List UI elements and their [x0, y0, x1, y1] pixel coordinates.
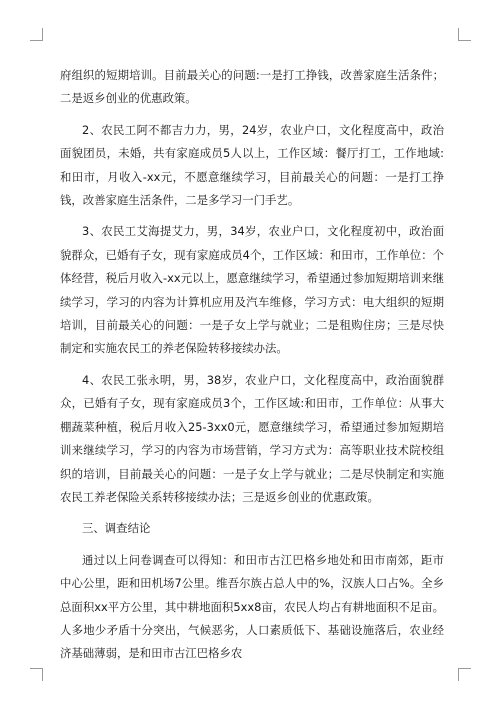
paragraph-case-2: 2、农民工阿不都吉力力，男，24岁，农业户口，文化程度高中，政治面貌团员，未婚，共有家庭成员5人以上，工作区域：餐厅打工，工作地域:和田市，月收入-xx元，不愿意继续学习，目前最关心的问题：一是打工挣钱，改善家庭生活条件，二是多学习一门手艺。 [60, 122, 444, 208]
crop-mark-top-left [30, 28, 43, 41]
document-body [60, 64, 444, 674]
crop-mark-top-right [458, 28, 471, 41]
paragraph-case-3: 3、农民工艾海提艾力，男，34岁，农业户口，文化程度初中，政治面貌群众，已婚有子女，现有家庭成员4个，工作区域：和田市，工作单位：个体经营，税后月收入-xx元以上，愿意继续学习，希望通过参加短期培训来继续学习，学习的内容为计算机应用及汽车维修，学习方式：电大组织的短期培训，目前最关心的问题：一是子女上学与就业；二是租购住房；三是尽快制定和实施农民工的养老保险转移接续办法。 [60, 224, 444, 356]
crop-mark-bottom-right [458, 668, 471, 681]
paragraph-continued: 府组织的短期培训。目前最关心的问题:一是打工挣钱，改善家庭生活条件；二是返乡创业的优惠政策。 [60, 68, 444, 106]
section-heading: 三、调查结论 [82, 521, 151, 536]
paragraph-case-4: 4、农民工张永明，男，38岁，农业户口，文化程度高中，政治面貌群众，已婚有子女，现有家庭成员3个，工作区域:和田市，工作单位：从事大棚蔬菜种植，税后月收入25-3xx0元，愿意继续学习，希望通过参加短期培训来继续学习，学习的内容为市场营销，学习方式为：高等职业技术院校组织的培训，目前最关心的问题：一是子女上学与就业；二是尽快制定和实施农民工养老保险关系转移接续办法；三是返乡创业的优惠政策。 [60, 372, 444, 504]
paragraph-conclusion: 通过以上问卷调查可以得知：和田市古江巴格乡地处和田市南郊，距市中心公里，距和田机场7公里。维吾尔族占总人中的%，汉族人口占%。全乡总面积xx平方公里，其中耕地面积5xx8亩，农民人均占有耕地面积不足亩。人多地少矛盾十分突出，气候恶劣，人口素质低下、基础设施落后，农业经济基础薄弱，是和田市古江巴格乡农 [60, 552, 444, 661]
crop-mark-bottom-left [30, 668, 43, 681]
